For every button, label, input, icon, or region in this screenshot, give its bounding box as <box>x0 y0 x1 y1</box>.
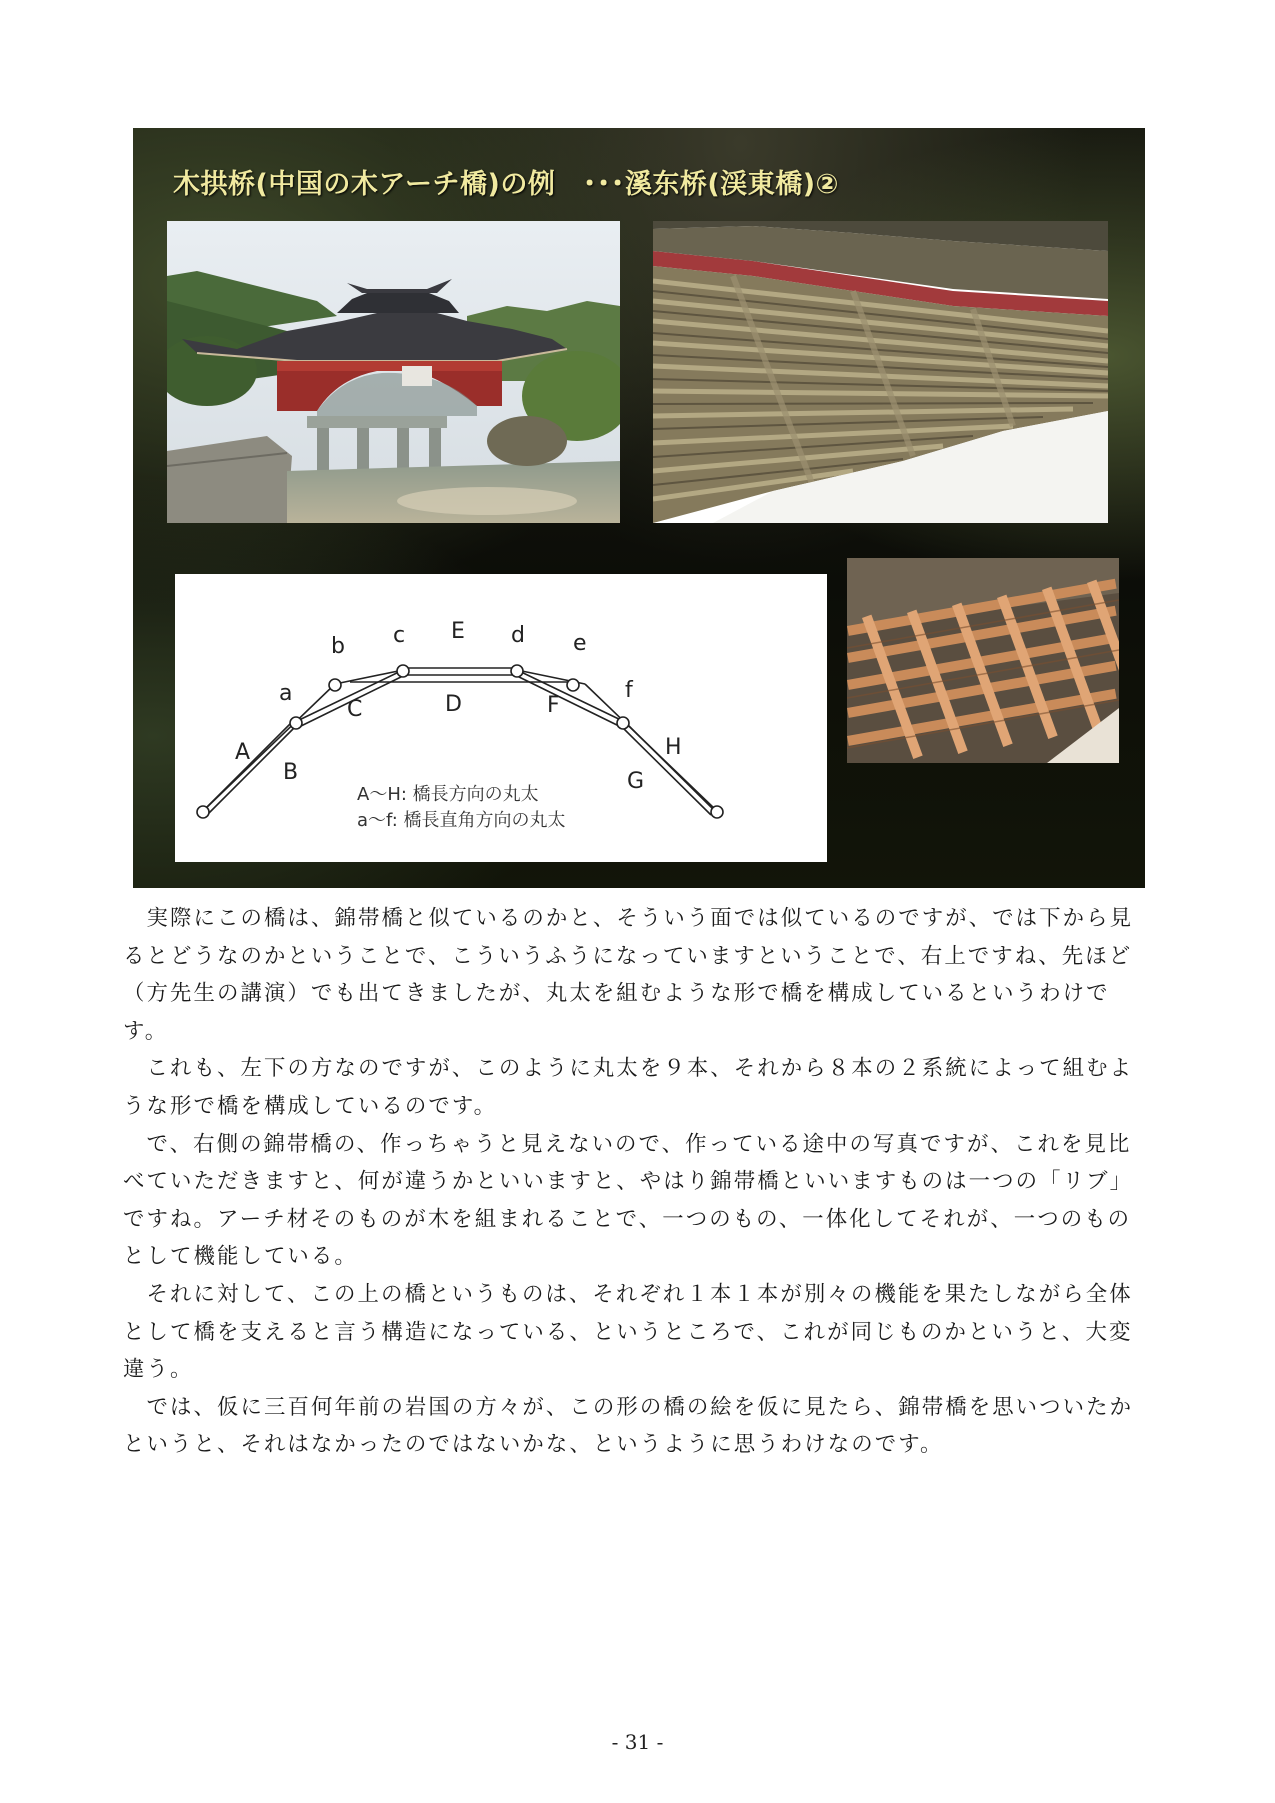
page-number: - 31 - <box>611 1730 664 1754</box>
legend-line-2: a～f: 橋長直角方向の丸太 <box>357 810 566 831</box>
label-F: F <box>547 693 560 718</box>
paragraph: それに対して、この上の橋というものは、それぞれ１本１本が別々の機能を果たしながら全体として橋を支えると言う構造になっている、というところで、これが同じものかというと、大変違う。 <box>123 1281 1133 1383</box>
label-a: a <box>279 681 293 706</box>
slide-image <box>133 128 1145 888</box>
paragraph: では、仮に三百何年前の岩国の方々が、この形の橋の絵を仮に見たら、錦帯橋を思いついたかというと、それはなかったのではないかな、というように思うわけなのです。 <box>123 1394 1134 1458</box>
slide-title: 木拱桥(中国の木アーチ橋)の例 ･･･溪东桥(渓東橋)② <box>173 169 839 200</box>
arch-diagram <box>175 574 827 862</box>
timber-construction-photo <box>847 558 1119 763</box>
paragraph: これも、左下の方なのですが、このように丸太を９本、それから８本の２系統によって組むような形で橋を構成しているのです。 <box>123 1056 1134 1119</box>
paragraph: で、右側の錦帯橋の、作っちゃうと見えないので、作っている途中の写真ですが、これを見比べていただきますと、何が違うかといいますと、やはり錦帯橋といいますものは一つの「リブ」ですね。アーチ材そのものが木を組まれることで、一つのもの、一体化してそれが、一つのものとして機能している。 <box>123 1131 1134 1270</box>
label-b: b <box>331 634 345 659</box>
label-A: A <box>235 740 251 765</box>
label-D: D <box>445 692 462 717</box>
legend-line-1: A～H: 橋長方向の丸太 <box>357 784 539 805</box>
label-H: H <box>665 735 682 760</box>
covered-bridge-photo <box>167 221 620 523</box>
label-C: C <box>347 697 363 722</box>
body-text <box>123 900 1153 1464</box>
label-G: G <box>627 769 645 794</box>
label-d: d <box>511 623 525 648</box>
paragraph: 実際にこの橋は、錦帯橋と似ているのかと、そういう面では似ているのですが、では下から見るとどうなのかということで、こういうふうになっていますということで、右上ですね、先ほど（方先生の講演）でも出てきましたが、丸太を組むような形で橋を構成しているというわけです。 <box>123 906 1134 1044</box>
label-B: B <box>283 760 299 785</box>
label-f: f <box>625 678 633 703</box>
arch-underside-photo <box>653 221 1108 523</box>
label-c: c <box>393 623 406 648</box>
label-e: e <box>573 631 587 656</box>
label-E: E <box>451 619 465 644</box>
